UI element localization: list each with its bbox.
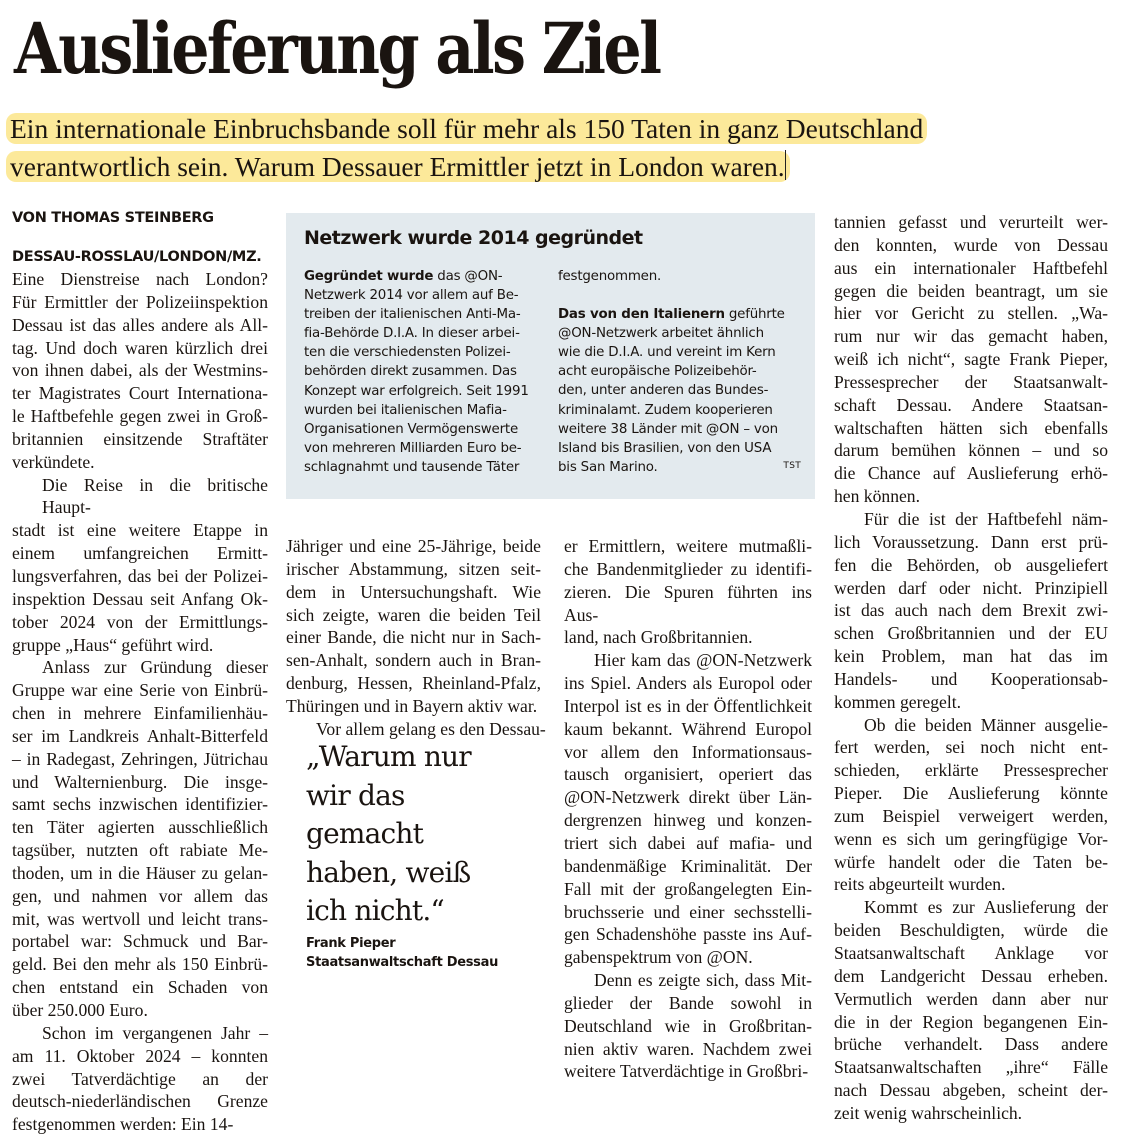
article-line: Anlass zur Gründung dieser <box>42 657 268 678</box>
article-line: zum Beispiel verweigert werden, <box>834 805 1108 826</box>
article-line: portabel war: Schmuck und Bar- <box>12 931 268 952</box>
article-line: Interpol ist es in der Öffentlichkeit <box>564 695 812 716</box>
article-line: Für Ermittler der Polizeiinspektion <box>12 291 268 312</box>
article-line: dem Landgericht Dessau erheben. <box>834 965 1108 986</box>
article-line: glieder der Bande sowohl in <box>564 992 812 1013</box>
article-line: er Ermittlern, weitere mutmaßli- <box>564 536 812 556</box>
quote-author-role: Staatsanwaltschaft Dessau <box>306 955 499 970</box>
article-line: Pieper. Die Auslieferung könnte <box>834 783 1108 804</box>
article-line: Vor allem gelang es den Dessau- <box>316 718 546 739</box>
quote-author: Frank Pieper <box>306 936 396 951</box>
article-line: Fall mit der großangelegten Ein- <box>564 878 812 899</box>
article-line: fert werden, sei noch nicht ent- <box>834 737 1108 758</box>
info-box-title: Netzwerk wurde 2014 gegründet <box>304 227 643 249</box>
pull-quote-line: gemacht <box>306 817 424 850</box>
article-line: am 11. Oktober 2024 – konnten <box>12 1045 268 1066</box>
article-line: tannien gefasst und verurteilt wer- <box>834 212 1108 232</box>
article-line: hen können. <box>834 486 920 507</box>
article-column-2 <box>286 535 546 741</box>
info-box-text: geführte <box>724 307 785 323</box>
article-line: die in der Region begangenen Ein- <box>834 1011 1108 1032</box>
article-line: kein Problem, man hat das im <box>834 646 1108 667</box>
pull-quote-line: „Warum nur <box>306 740 471 773</box>
article-line: Eine Dienstreise nach London? <box>12 269 268 289</box>
article-line: von ihnen dabei, als der Westmins- <box>12 360 268 381</box>
article-line: dem in Untersuchungshaft. Wie <box>286 581 541 602</box>
info-box-text: kriminalamt. Zudem kooperieren <box>558 402 773 418</box>
pull-quote <box>306 738 536 931</box>
article-line: Pressesprecher der Staatsanwalt- <box>834 371 1108 392</box>
info-box-column-1 <box>304 267 549 477</box>
info-box-signature: TST <box>783 461 801 471</box>
article-line: britannien einsitzende Straftäter <box>12 428 268 449</box>
article-line: inspektion Dessau seit Anfang Ok- <box>12 588 268 609</box>
article-line: che Bandenmitglieder zu identifi- <box>564 558 812 579</box>
article-line: tausch organisiert, operiert das <box>564 764 812 785</box>
article-line: ser im Landkreis Anhalt-Bitterfeld <box>12 725 268 746</box>
article-line: über 250.000 Euro. <box>12 1000 148 1020</box>
info-box-text: weitere 38 Länder mit @ON – von <box>558 421 778 437</box>
article-line: zieren. Die Spuren führten ins Aus- <box>564 581 812 625</box>
article-line: Kommt es zur Auslieferung der <box>864 897 1108 918</box>
article-line: tagsüber, nutzten oft rabiate Me- <box>12 840 268 861</box>
byline-block <box>12 208 214 228</box>
info-box-text: Organisationen Vermögenswerte <box>304 421 518 437</box>
article-line: Die Reise in die britische Haupt- <box>42 474 268 518</box>
info-box-text: ten die verschiedensten Polizei- <box>304 345 511 361</box>
article-line: gabenspektrum von @ON. <box>564 947 753 968</box>
article-line: schieden, erklärte Pressesprecher <box>834 760 1108 781</box>
info-box-text: Island bis Brasilien, von den USA <box>558 440 772 456</box>
info-box-text: fia-Behörde D.I.A. In dieser arbei- <box>304 326 520 342</box>
article-line: werden darf oder nicht. Prinzipiell <box>834 577 1108 598</box>
info-box-text: das @ON- <box>433 269 503 284</box>
article-line: wenn es sich um geringfügige Vor- <box>834 828 1108 849</box>
article-line: triert sich dabei auf mafia- und <box>564 832 812 853</box>
dateline: DESSAU-ROSSLAU/LONDON/MZ. <box>12 249 262 265</box>
info-box-text: treiben der italienischen Anti-Ma- <box>304 307 521 323</box>
article-line: kaum bekannt. Während Europol <box>564 718 812 739</box>
article-line: rum nur wir das gemacht haben, <box>834 326 1108 347</box>
info-box-text: bis San Marino. <box>558 459 658 475</box>
pull-quote-line: wir das <box>306 778 405 812</box>
article-line: schaft Dessau. Andere Staatsan- <box>834 394 1108 415</box>
article-line: Deutschland wie in Großbritan- <box>564 1015 812 1036</box>
article-line: einem umfangreichen Ermitt- <box>12 543 268 564</box>
article-column-3 <box>564 535 812 1083</box>
article-line: aus ein internationaler Haftbefehl <box>834 257 1108 278</box>
article-line: brüche verhandelt. Dass andere <box>834 1034 1108 1055</box>
article-line: Gruppe war eine Serie von Einbrü- <box>12 680 268 701</box>
article-line: dergrenzen hinweg und konzen- <box>564 810 812 831</box>
article-line: samt sechs inzwischen identifizier- <box>12 794 268 815</box>
article-line: chen in mehrere Einfamilienhäu- <box>12 703 268 724</box>
article-line: Staatsanwaltschaft Anklage vor <box>834 943 1108 963</box>
info-box-text: wie die D.I.A. und vereint im Kern <box>558 345 776 361</box>
article-line: den konnten, wurde von Dessau <box>834 234 1108 255</box>
article-line: Schon im vergangenen Jahr – <box>42 1022 268 1043</box>
article-line: verkündete. <box>12 451 95 472</box>
article-line: und Walternienburg. Die insge- <box>12 771 268 792</box>
pull-quote-source <box>306 934 498 972</box>
article-line: vor allem den Informationsaus- <box>564 741 812 762</box>
article-line: Dessau ist das alles andere als All- <box>12 314 268 335</box>
article-line: land, nach Großbritannien. <box>564 627 753 648</box>
article-line: Thüringen und in Bayern aktiv war. <box>286 695 538 716</box>
article-line: ter Magistrates Court Internationa- <box>12 383 268 404</box>
info-box-text: wurden bei italienischen Mafia- <box>304 402 507 418</box>
article-line: fen die Behörden, ob ausgeliefert <box>834 554 1108 575</box>
article-line: bruchsserie und einer sechsstelli- <box>564 901 812 922</box>
article-line: beiden Beschuldigten, würde die <box>834 920 1108 941</box>
article-line: nach Dessau abgeben, scheint der- <box>834 1080 1108 1101</box>
article-line: mit, was wertvoll und leicht trans- <box>12 908 268 929</box>
article-line: lich Voraussetzung. Dann erst prü- <box>834 531 1108 552</box>
info-box-lead-1: Gegründet wurde <box>304 269 434 284</box>
article-line: Für die ist der Haftbefehl näm- <box>864 508 1108 529</box>
info-box-text: schlagnahmt und tausende Täter <box>304 459 520 475</box>
article-line: tober 2024 von der Ermittlungs- <box>12 611 268 632</box>
article-line: die Chance auf Auslieferung erhö- <box>834 463 1108 484</box>
article-line: Ob die beiden Männer ausgelie- <box>864 714 1108 735</box>
teaser-line-2: verantwortlich sein. Warum Dessauer Ermittler jetzt in London waren. <box>10 151 785 182</box>
pull-quote-line: ich nicht.“ <box>306 894 444 927</box>
article-line: weiß ich nicht“, sagte Frank Pieper, <box>834 349 1108 370</box>
article-line: tag. Und doch waren kürzlich drei <box>12 337 268 358</box>
article-line: Handels- und Kooperationsab- <box>834 668 1108 689</box>
info-box-text: acht europäische Polizeibehör- <box>558 364 757 380</box>
article-line: schen Großbritannien und der EU <box>834 623 1108 644</box>
teaser <box>6 112 1006 188</box>
article-line: lungsverfahren, das bei der Polizei- <box>12 565 268 586</box>
article-line: stadt ist eine weitere Etappe in <box>12 520 268 541</box>
info-box-text: Netzwerk 2014 vor allem auf Be- <box>304 288 519 304</box>
text-cursor <box>785 150 786 180</box>
article-line: sen-Anhalt, sondern auch in Bran- <box>286 650 541 671</box>
info-box-text: von mehreren Milliarden Euro be- <box>304 440 522 456</box>
article-line: @ON-Netzwerk direkt über Län- <box>564 787 812 808</box>
info-box-text: Konzept war erfolgreich. Seit 1991 <box>304 383 529 399</box>
article-line: geld. Bei den mehr als 150 Einbrü- <box>12 954 268 975</box>
headline: Auslieferung als Ziel <box>14 7 660 90</box>
article-line: irischer Abstammung, sitzen seit- <box>286 558 541 579</box>
article-line: hier vor Gericht zu stellen. „Wa- <box>834 303 1108 324</box>
article-line: Vermutlich werden dann aber nur <box>834 988 1108 1009</box>
article-line: gen, und nahmen vor allem das <box>12 885 268 906</box>
article-line: le Haftbefehle gegen zwei in Groß- <box>12 406 268 427</box>
article-line: ten Täter agierten ausschließlich <box>12 817 268 838</box>
article-line: gruppe „Haus“ geführt wird. <box>12 634 214 655</box>
article-line: festgenommen werden: Ein 14- <box>12 1114 234 1135</box>
info-box-text: @ON-Netzwerk arbeitet ähnlich <box>558 326 764 342</box>
article-line: – in Radegast, Zehringen, Jütrichau <box>12 748 268 769</box>
article-line: ist das auch nach dem Brexit zwi- <box>834 600 1108 621</box>
pull-quote-line: haben, weiß <box>306 855 471 889</box>
article-line: Staatsanwaltschaften „ihre“ Fälle <box>834 1057 1108 1078</box>
article-line: einer Bande, die nicht nur in Sach- <box>286 627 541 648</box>
teaser-line-1: Ein internationale Einbruchsbande soll für mehr als 150 Taten in ganz Deutschland <box>6 113 927 144</box>
article-line: Denn es zeigte sich, dass Mit- <box>594 970 812 991</box>
article-line: zeit wenig wahrscheinlich. <box>834 1102 1023 1123</box>
article-line: würfe handelt oder die Taten be- <box>834 851 1108 872</box>
article-line: Jähriger und eine 25-Jährige, beide <box>286 536 541 556</box>
info-box <box>286 213 815 499</box>
info-box-text: festgenommen. <box>558 269 662 284</box>
article-column-4 <box>834 211 1108 1125</box>
article-line: nien aktiv waren. Nachdem zwei <box>564 1038 812 1059</box>
article-line: thoden, um in die Häuser zu gelan- <box>12 862 268 883</box>
article-column-1 <box>12 246 268 1136</box>
article-line: reits abgeurteilt wurden. <box>834 874 1006 895</box>
article-line: darum bemühen können – und so <box>834 440 1108 461</box>
article-line: chen entstand ein Schaden von <box>12 977 268 998</box>
byline: VON THOMAS STEINBERG <box>12 210 214 226</box>
article-line: bandenmäßige Kriminalität. Der <box>564 855 812 876</box>
article-line: weitere Tatverdächtige in Großbri- <box>564 1061 809 1082</box>
article-line: zwei Tatverdächtige an der <box>12 1068 268 1089</box>
article-line: deutsch-niederländischen Grenze <box>12 1091 268 1112</box>
article-line: Hier kam das @ON-Netzwerk <box>594 650 812 671</box>
info-box-text: behörden direkt zusammen. Das <box>304 364 517 380</box>
article-line: ins Spiel. Anders als Europol oder <box>564 673 812 694</box>
article-line: gen Schadenshöhe passte ins Auf- <box>564 924 812 945</box>
info-box-text: den, unter anderen das Bundes- <box>558 383 769 399</box>
article-line: denburg, Hessen, Rheinland-Pfalz, <box>286 673 541 694</box>
article-line: sich zeigte, waren die beiden Teil <box>286 604 541 625</box>
article-line: waltschaften hätten sich ebenfalls <box>834 417 1108 438</box>
article-line: gegen die beiden beantragt, um sie <box>834 280 1108 301</box>
info-box-lead-2: Das von den Italienern <box>558 307 725 323</box>
info-box-column-2 <box>558 267 803 477</box>
article-line: kommen geregelt. <box>834 691 962 712</box>
